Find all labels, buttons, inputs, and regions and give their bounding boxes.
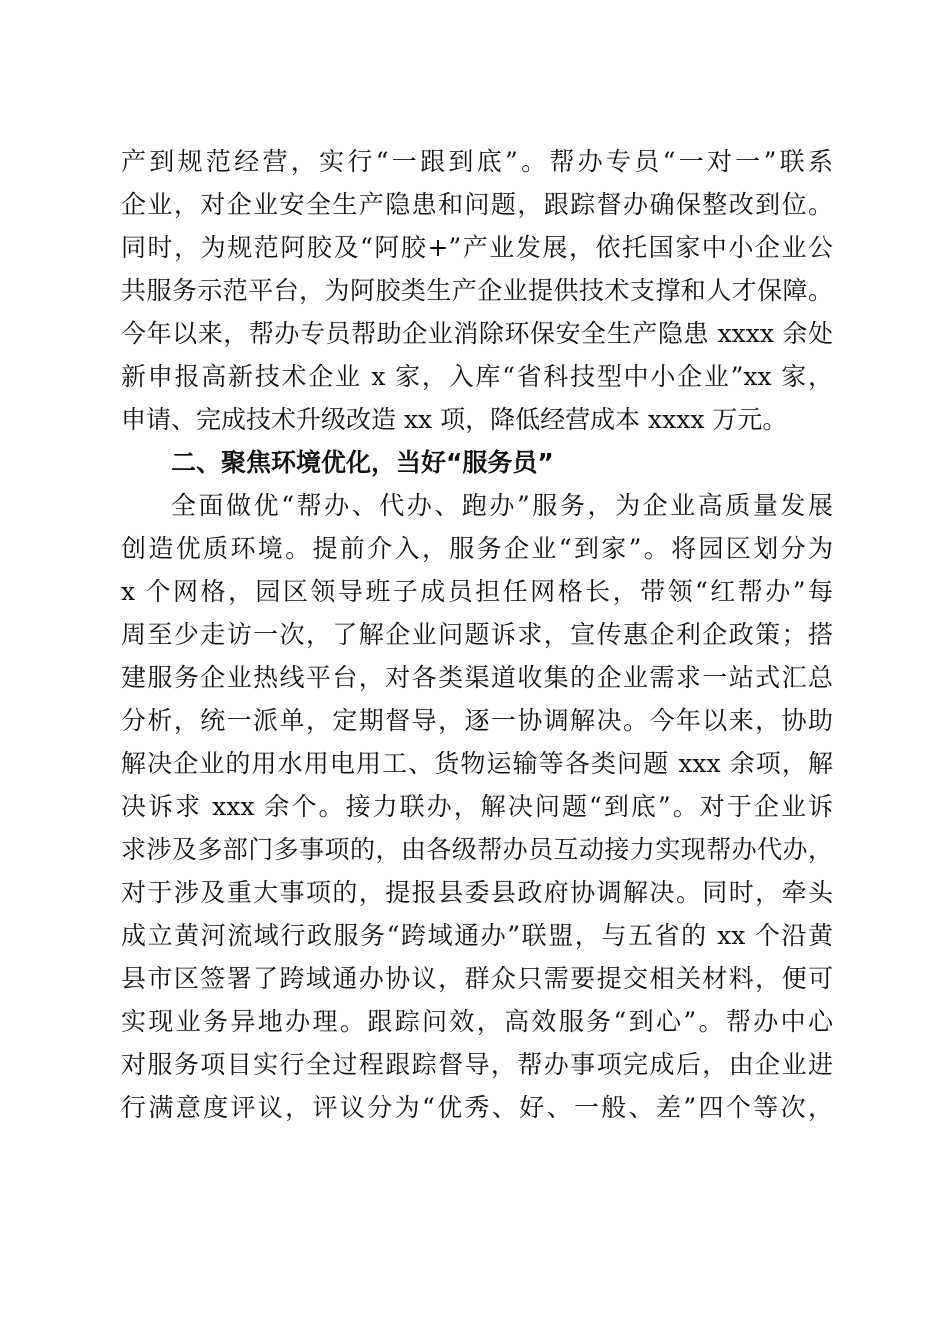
- text-line: 产到规范经营，实行“一跟到底”。帮办专员“一对一”联系: [121, 147, 833, 176]
- text-line: 企业，对企业安全生产隐患和问题，跟踪督办确保整改到位。: [121, 190, 833, 219]
- text-line: 实现业务异地办理。跟踪问效，高效服务“到心”。帮办中心: [121, 1007, 833, 1036]
- text-line: 今年以来，帮办专员帮助企业消除环保安全生产隐患 xxxx 余处: [121, 319, 833, 348]
- text-line: 新申报高新技术企业 x 家，入库“省科技型中小企业”xx 家，: [121, 362, 833, 391]
- text-line: 解决企业的用水用电用工、货物运输等各类问题 xxx 余项，解: [121, 749, 833, 778]
- text-line: 决诉求 xxx 余个。接力联办，解决问题“到底”。对于企业诉: [121, 792, 833, 821]
- text-line: 建服务企业热线平台，对各类渠道收集的企业需求一站式汇总: [121, 663, 833, 692]
- text-line: 行满意度评议，评议分为“优秀、好、一般、差”四个等次，: [121, 1093, 833, 1122]
- text-line: 县市区签署了跨域通办协议，群众只需要提交相关材料，便可: [121, 964, 833, 993]
- text-line: 对于涉及重大事项的，提报县委县政府协调解决。同时，牵头: [121, 878, 833, 907]
- paragraph-2: [121, 484, 833, 1129]
- paragraph-1: [121, 140, 833, 441]
- text-line: 周至少走访一次，了解企业问题诉求，宣传惠企利企政策；搭: [121, 620, 833, 649]
- text-line: 全面做优“帮办、代办、跑办”服务，为企业高质量发展: [171, 491, 833, 520]
- text-line: 申请、完成技术升级改造 xx 项，降低经营成本 xxxx 万元。: [121, 405, 788, 434]
- text-line: 分析，统一派单，定期督导，逐一协调解决。今年以来，协助: [121, 706, 833, 735]
- document-body: [121, 140, 833, 1129]
- text-line: 共服务示范平台，为阿胶类生产企业提供技术支撑和人才保障。: [121, 276, 833, 305]
- text-line: 求涉及多部门多事项的，由各级帮办员互动接力实现帮办代办，: [121, 835, 833, 864]
- text-line: 对服务项目实行全过程跟踪督导，帮办事项完成后，由企业进: [121, 1050, 833, 1079]
- text-line: x 个网格，园区领导班子成员担任网格长，带领“红帮办”每: [121, 577, 833, 606]
- text-line: 同时，为规范阿胶及“阿胶+”产业发展，依托国家中小企业公: [121, 233, 833, 262]
- text-line: 成立黄河流域行政服务“跨域通办”联盟，与五省的 xx 个沿黄: [121, 921, 833, 950]
- section-heading: 二、聚焦环境优化，当好“服务员”: [171, 448, 554, 477]
- text-line: 创造优质环境。提前介入，服务企业“到家”。将园区划分为: [121, 534, 833, 563]
